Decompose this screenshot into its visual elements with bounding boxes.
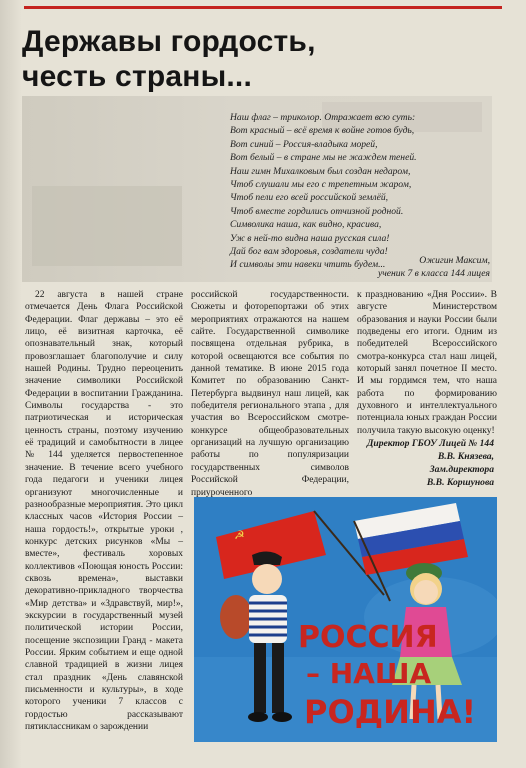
header-rule [24, 6, 502, 9]
child-drawing [194, 497, 497, 742]
poem-line: Дай бог вам здоровья, создатели чуда! [230, 246, 388, 258]
boy-shoe [272, 712, 292, 722]
girl-face [414, 580, 438, 604]
title-line-2: честь страны... [22, 60, 252, 93]
poem-line: Вот синий – Россия-владыка морей, [230, 138, 378, 150]
signature-line: Директор ГБОУ Лицей № 144 [366, 438, 494, 449]
poem-line: Вот белый – в стране мы не жаждем теней. [230, 152, 417, 164]
poem-line: Чтоб вместе гордились отчизной родной. [230, 205, 404, 217]
drawing-lettering-line-3: РОДИНА! [304, 693, 477, 731]
boy-shoe [248, 712, 268, 722]
boy-face [252, 564, 282, 594]
signature-block [357, 437, 494, 489]
poem-line: Наш флаг – триколор. Отражает всю суть: [230, 112, 416, 123]
drawing-lettering-line-2: – НАША [306, 657, 432, 690]
article-column-3: к празднованию «Дня России». В августе Министерством образования и науки России были подведены его итоги. Одним из победителей Всероссийского смотра-конкурса стал наш лицей, который занял почетное II место. И мы гордимся тем, что наша работа по формированию духовного и интеллектуального потенциала юных граждан России получила такую высокую оценку! [357, 290, 497, 436]
article-column-2: российской государственности. Сюжеты и фоторепортажи об этих мероприятиях отражаются на нашем сайте. Государственной символике посвящена отдельная рубрика, в которой освещаются все события по данной тематике. В июне 2015 года Комитет по образованию Санкт-Петербурга выдвинул наш лицей, как победителя регионального этапа , для участия во Всероссийском смотре-конкурсе общеобразовательных организаций на лучшую организацию работы по популяризации государственных символов Российской Федерации, приуроченного [191, 290, 349, 498]
poem-line: И символы эти навеки чтить будем... [230, 259, 386, 271]
boy-leg-left [254, 643, 266, 713]
hammer-sickle-icon: ☭ [234, 528, 245, 542]
poem-line: Символика наша, как видно, красива, [230, 219, 382, 231]
signature-line: В.В. Князева, [437, 451, 494, 462]
author-name: Ожигин Максим, [419, 255, 490, 266]
poem-line: Уж в ней-то видна наша русская сила! [230, 232, 390, 244]
poem-line: Наш гимн Михалковым был создан недаром, [230, 165, 411, 177]
article-column-1: 22 августа в нашей стране отмечается День Флага Российской Федерации. Флаг державы – это её лицо, её визитная карточка, её опознавательный знак, который провозглашает благополучие и силу нашей Родины. Трудно переоценить значение символики Российской Федерации в воспитании Гражданина. Символы государства - это патриотическая и историческая ценность страны, поэтому изучению её традиций и самобытности в лицее № 144 уделяется первостепенное значение. В течение всего учебного года педагоги и ученики лицея организуют многочисленные и разнообразные мероприятия. Это цикл классных часов «История России – наша гордость!», открытые уроки , конкурс детских рисунков «Мы – вместе», фестиваль хоровых коллективов «Поющая юность России: сквозь времена», выставки декоративно-прикладного творчества «Мир детства» и «Здравствуй, мир!», экскурсии в государственный музей политической истории России, посещение экспозиции Гранд - макета России. Ярким событием и еще одной славной традицией в жизни лицея стал праздник «День славянской письменности и культуры», в ходе которого ученики 7 классов с гордостью рассказывают пятиклассникам о зарождении [25, 290, 183, 733]
photo-shadow-region [32, 186, 182, 266]
poem-line: Чтоб слушали мы его с трепетным жаром, [230, 179, 412, 191]
title-line-1: Державы гордость, [22, 25, 316, 58]
page-title [22, 24, 492, 94]
poem-author [300, 254, 490, 280]
boy-leg-right [272, 643, 284, 713]
poem [230, 111, 500, 272]
poem-line: Вот красный – всё время к войне готов будь, [230, 125, 415, 137]
backpack [220, 595, 252, 639]
page-edge-shadow [0, 0, 22, 768]
signature-line: В.В. Коршунова [426, 477, 494, 488]
poem-line: Чтоб пели его всей российской землёй, [230, 192, 389, 204]
drawing-lettering-line-1: РОССИЯ [298, 620, 438, 655]
signature-line: Зам.директора [429, 464, 494, 475]
author-info: ученик 7 в класса 144 лицея [377, 268, 490, 279]
